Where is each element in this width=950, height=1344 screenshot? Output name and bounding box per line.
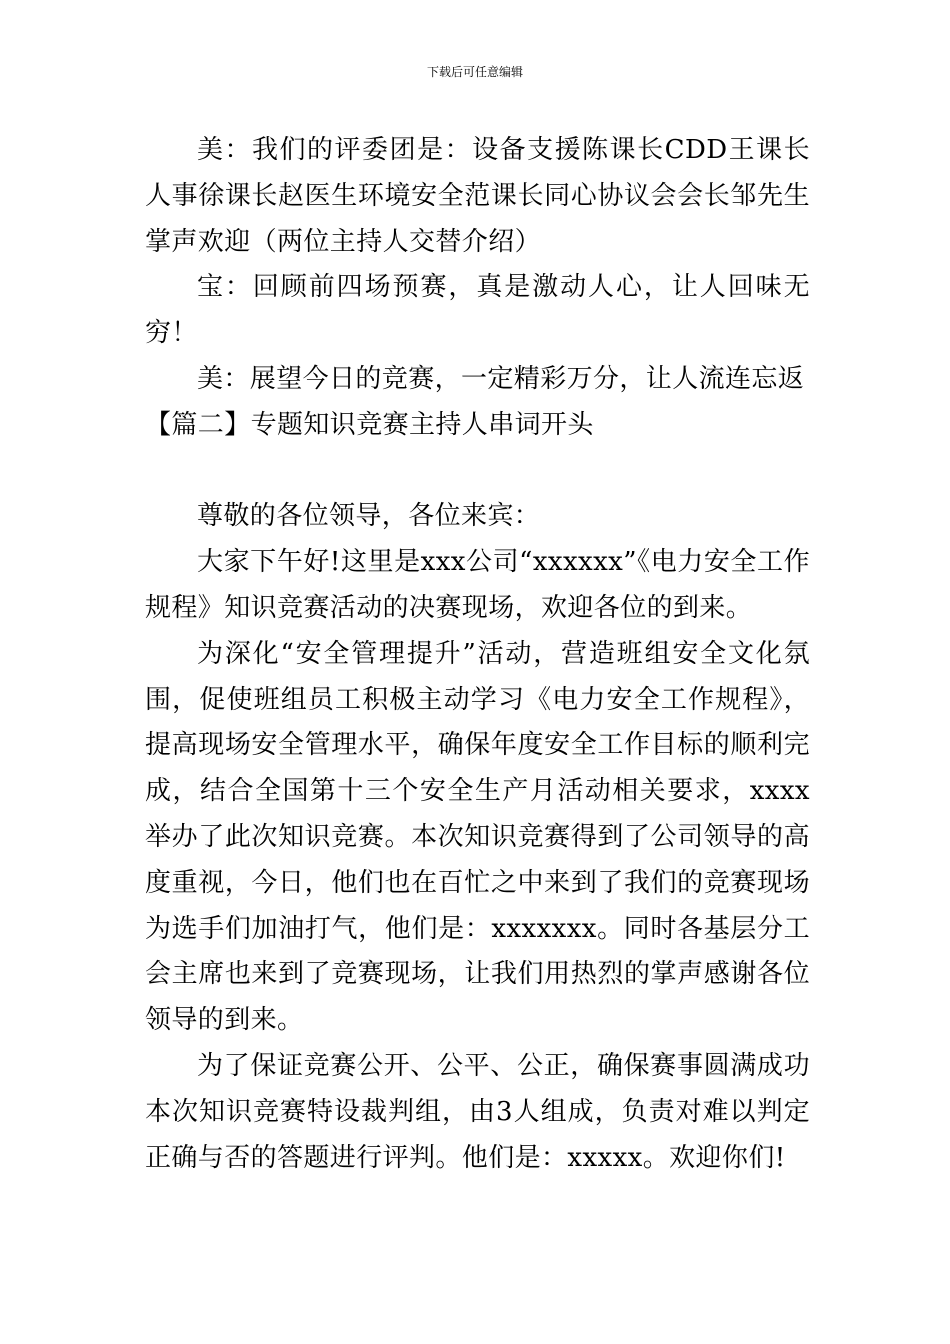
paragraph-welcome: 大家下午好!这里是xxx公司“xxxxxx”《电力安全工作规程》知识竞赛活动的决赛现场，欢迎各位的到来。 (145, 547, 810, 623)
paragraph-review: 宝：回顾前四场预赛，真是激动人心，让人回味无穷！ (145, 272, 810, 349)
document-body (145, 128, 810, 1181)
paragraph-outlook: 美：展望今日的竞赛，一定精彩万分，让人流连忘返 (197, 363, 805, 394)
page-header: 下载后可任意编辑 (426, 65, 523, 79)
paragraph-referees: 为了保证竞赛公开、公平、公正，确保赛事圆满成功本次知识竞赛特设裁判组，由3人组成，负责对难以判定正确与否的答题进行评判。他们是：xxxxx。欢迎你们! (145, 1050, 810, 1173)
section-heading: 【篇二】专题知识竞赛主持人串词开头 (145, 409, 594, 440)
paragraph-greeting: 尊敬的各位领导，各位来宾： (197, 501, 541, 532)
paragraph-purpose: 为深化“安全管理提升”活动，营造班组安全文化氛围，促使班组员工积极主动学习《电力安全工作规程》，提高现场安全管理水平，确保年度安全工作目标的顺利完成，结合全国第十三个安全生产月活动相关要求，xxxx举办了此次知识竞赛。本次知识竞赛得到了公司领导的高度重视，今日，他们也在百忙之中来到了我们的竞赛现场为选手们加油打气，他们是：xxxxxxx。同时各基层分工会主席也来到了竞赛现场，让我们用热烈的掌声感谢各位领导的到来。 (145, 638, 810, 1036)
paragraph-judges: 美：我们的评委团是：设备支援陈课长CDD王课长人事徐课长赵医生环境安全范课长同心协议会会长邹先生掌声欢迎（两位主持人交替介绍） (145, 135, 810, 257)
